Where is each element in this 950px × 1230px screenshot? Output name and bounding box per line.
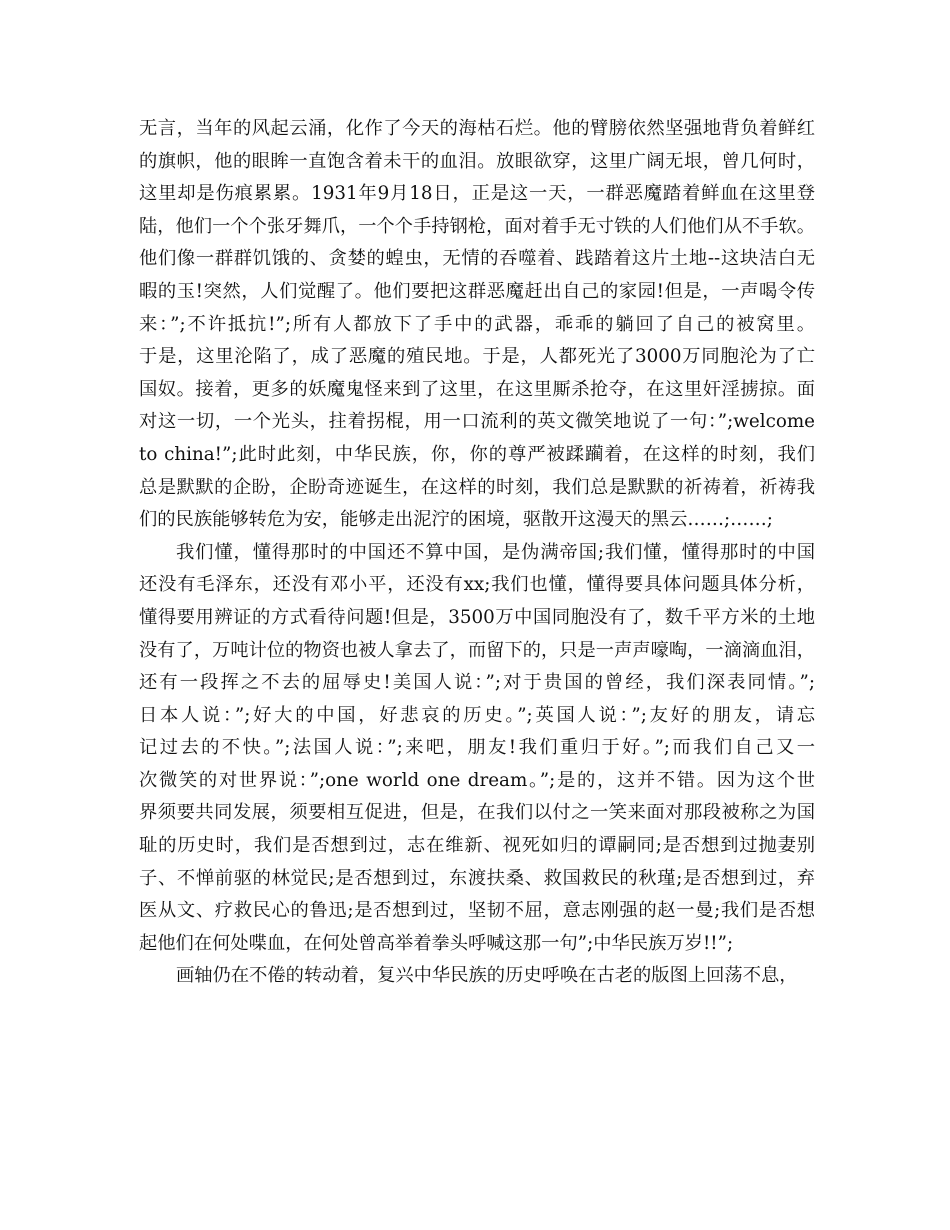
text-line: 起他们在何处喋血，在何处曾高举着拳头呼喊这那一句”;中华民族万岁!!”; bbox=[139, 932, 734, 954]
paragraph-first-line: 画轴仍在不倦的转动着，复兴中华民族的历史呼唤在古老的版图上回荡不息， bbox=[176, 965, 798, 987]
text-line: 记过去的不快。”;法国人说：”;来吧，朋友!我们重归于好。”;而我们自己又一 bbox=[139, 737, 815, 759]
text-line: 耻的历史时，我们是否想到过，志在维新、视死如归的谭嗣同;是否想到过抛妻别 bbox=[139, 835, 815, 857]
text-line: 们的民族能够转危为安，能够走出泥泞的困境，驱散开这漫天的黑云……;……; bbox=[139, 509, 773, 531]
text-line: 于是，这里沦陷了，成了恶魔的殖民地。于是，人都死光了3000万同胞沦为了亡 bbox=[139, 346, 815, 368]
text-line: 总是默默的企盼，企盼奇迹诞生，在这样的时刻，我们总是默默的祈祷着，祈祷我 bbox=[139, 476, 815, 498]
text-line: 无言，当年的风起云涌，化作了今天的海枯石烂。他的臂膀依然坚强地背负着鲜红 bbox=[139, 118, 815, 139]
text-line: 还有一段挥之不去的屈辱史!美国人说：”;对于贵国的曾经，我们深表同情。”; bbox=[139, 672, 815, 694]
text-line: 懂得要用辨证的方式看待问题!但是，3500万中国同胞没有了，数千平方米的土地 bbox=[139, 606, 815, 628]
text-line: 的旗帜，他的眼眸一直饱含着未干的血泪。放眼欲穿，这里广阔无垠，曾几何时， bbox=[139, 150, 815, 172]
text-line: to china!”;此时此刻，中华民族，你，你的尊严被蹂躏着，在这样的时刻，我们 bbox=[139, 443, 815, 465]
text-line: 次微笑的对世界说：”;one world one dream。”;是的，这并不错。因为这个世 bbox=[139, 769, 815, 791]
text-line: 界须要共同发展，须要相互促进，但是，在我们以付之一笑来面对那段被称之为国 bbox=[139, 802, 815, 824]
text-line: 子、不惮前驱的林觉民;是否想到过，东渡扶桑、救国救民的秋瑾;是否想到过，弃 bbox=[139, 867, 815, 889]
text-line: 没有了，万吨计位的物资也被人拿去了，而留下的，只是一声声嚎啕，一滴滴血泪， bbox=[139, 639, 815, 661]
text-line: 来：”;不许抵抗!”;所有人都放下了手中的武器，乖乖的躺回了自己的被窝里。 bbox=[139, 313, 815, 335]
text-line: 国奴。接着，更多的妖魔鬼怪来到了这里，在这里厮杀抢夺，在这里奸淫掳掠。面 bbox=[139, 378, 815, 400]
text-line: 他们像一群群饥饿的、贪婪的蝗虫，无情的吞噬着、践踏着这片土地--这块洁白无 bbox=[139, 248, 815, 270]
text-line: 对这一切，一个光头，拄着拐棍，用一口流利的英文微笑地说了一句：”;welcome bbox=[139, 411, 815, 433]
body-text bbox=[139, 113, 815, 993]
text-line: 暇的玉!突然，人们觉醒了。他们要把这群恶魔赶出自己的家园!但是，一声喝令传 bbox=[139, 280, 815, 302]
text-line: 这里却是伤痕累累。1931年9月18日，正是这一天，一群恶魔踏着鲜血在这里登 bbox=[139, 183, 815, 205]
paragraph-first-line: 我们懂，懂得那时的中国还不算中国，是伪满帝国;我们懂，懂得那时的中国 bbox=[176, 541, 815, 563]
text-line: 医从文、疗救民心的鲁迅;是否想到过，坚韧不屈，意志刚强的赵一曼;我们是否想 bbox=[139, 900, 815, 922]
text-line: 陆，他们一个个张牙舞爪，一个个手持钢枪，面对着手无寸铁的人们他们从不手软。 bbox=[139, 215, 815, 237]
text-line: 日本人说：”;好大的中国，好悲哀的历史。”;英国人说：”;友好的朋友，请忘 bbox=[139, 704, 815, 726]
text-line: 还没有毛泽东，还没有邓小平，还没有xx;我们也懂，懂得要具体问题具体分析， bbox=[139, 574, 815, 596]
